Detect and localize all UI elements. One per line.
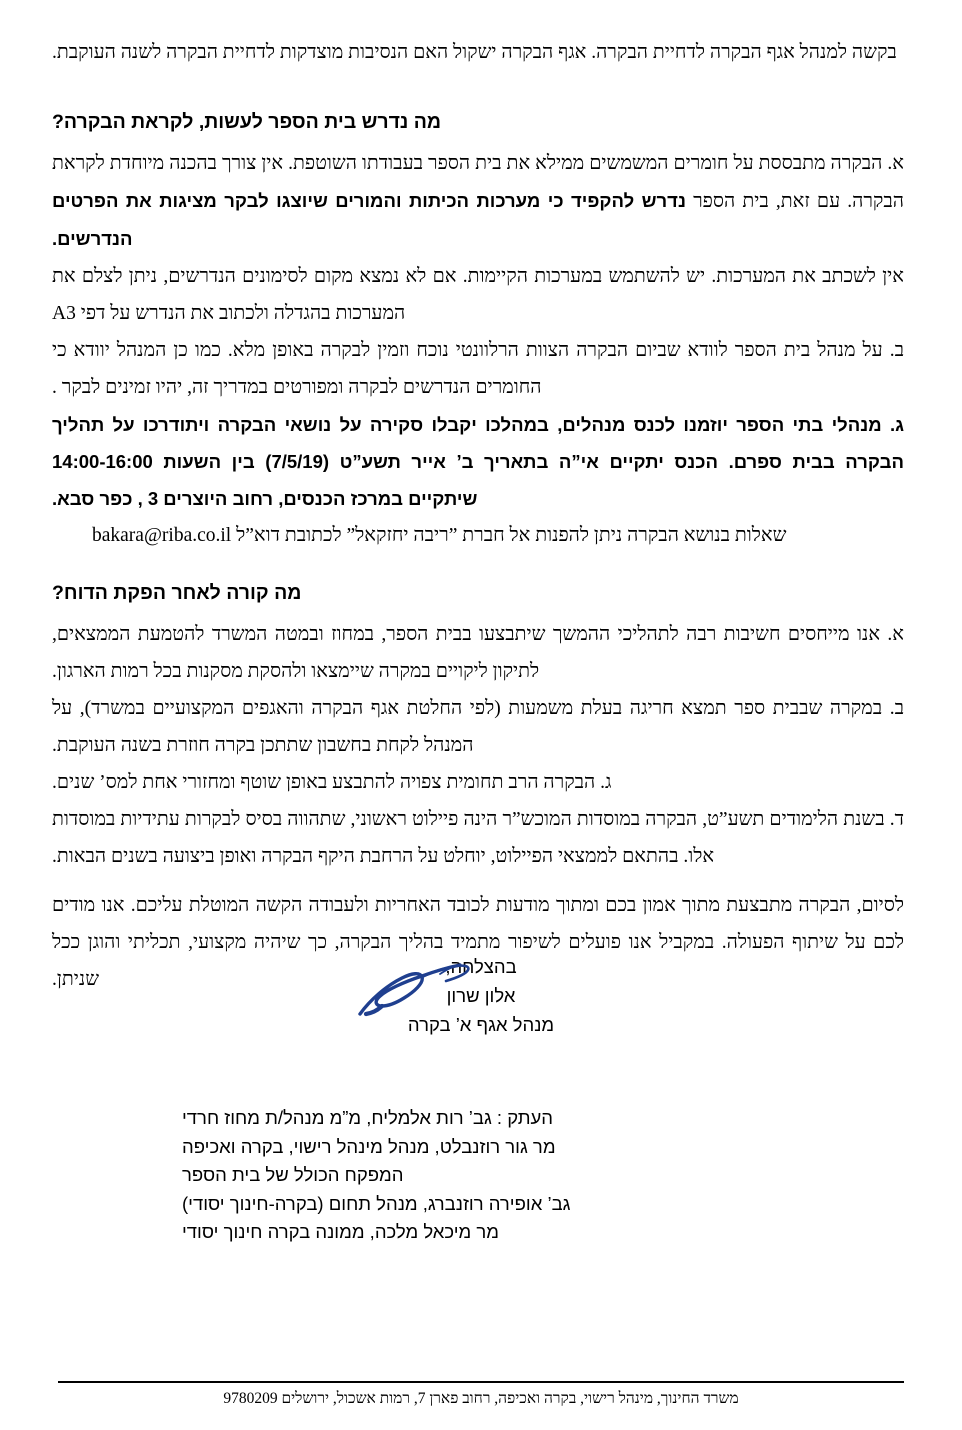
section-2-item-a: א. אנו מייחסים חשיבות רבה לתהליכי ההמשך שיתבצעו בבית הספר, במחוז ובמטה המשרד להטמעת הממצאים, לתיקון ליקויים במקרה שיימצאו ולהסקת מסקנות בכל רמות הארגון. (52, 624, 904, 682)
footer-divider (58, 1381, 904, 1383)
section-1-item-b: ב. על מנהל בית הספר לוודא שביום הבקרה הצוות הרלוונטי נוכח וזמין לבקרה באופן מלא. כמו כן המנהל יוודא כי החומרים הנדרשים לבקרה ומפורטים במדריך זה, יהיו זמינים לבקר . (52, 340, 904, 398)
signature-title: מנהל אגף א’ בקרה (407, 1014, 555, 1035)
page-footer (58, 1381, 904, 1408)
section-1-item-c: ג. מנהלי בתי הספר יוזמנו לכנס מנהלים, במהלכו יקבלו סקירה על נושאי הבקרה ויתודרכו על תהליך הבקרה בבית ספרם. הכנס יתקיים אי”ה בתאריך ב’ אייר תשע”ט (7/5/19) בין השעות 14:00-16:00 שיתקיים במרכז הכנסים, רחוב היוצרים 3 , כפר סבא. (52, 414, 904, 509)
signature-inner (408, 952, 554, 1039)
cc-recipient-4: גב’ אופירה רוזנברג, מנהל תחום (בקרה-חינוך יסודי) (182, 1192, 571, 1214)
signature-greeting: בהצלחה, (445, 956, 517, 977)
item-a-bold-text: נדרש להקפיד כי מערכות הכיתות והמורים שיוצגו לבקר מציגות את הפרטים הנדרשים. (52, 190, 686, 249)
cc-list (0, 1104, 962, 1247)
section-2-item-d: ד. בשנת הלימודים תשע”ט, הבקרה במוסדות המוכש”ר הינה פיילוט ראשוני, שתהווה בסיס לבקרות עתידיות במוסדות אלו. בהתאם לממצאי הפיילוט, יוחלט על הרחבת היקף הבקרה ואופן ביצועה בשנים הבאות. (52, 809, 904, 867)
item-a-plain-text: א. הבקרה מתבססת על חומרים המשמשים ממילא את בית הספר בעבודתו השוטפת. אין צורך בהכנה מיוחדת לקראת הבקרה. עם זאת, בית הספר (52, 153, 904, 212)
footer-address: משרד החינוך, מינהל רישוי, בקרה ואכיפה, רחוב פארן 7, רמות אשכול, ירושלים 9780209 (223, 1390, 739, 1407)
spacer-2 (52, 875, 904, 887)
closing-paragraph: לסיום, הבקרה מתבצעת מתוך אמון בכם ומתוך מודעות לכובד האחריות ולעבודה הקשה המוטלת עליכם. אנו מודים לכם על שיתוף הפעולה. במקביל אנו פועלים לשיפור מתמיד בהליך הבקרה, כך שיהיה מקצועי, תכליתי והוגן ככל שניתן. (52, 895, 904, 990)
spacer (52, 71, 904, 83)
section-2-item-b: ב. במקרה שבבית ספר תמצא חריגה בעלת משמעות (לפי החלטת אגף הבקרה והאגפים המקצועיים במשרד), על המנהל לקחת בחשבון שתתכן בקרה חוזרת בשנה העוקבת. (52, 698, 904, 756)
contact-email-link[interactable]: bakara@riba.co.il (92, 525, 232, 546)
cc-recipient-1: העתק : גב’ רות אלמליח, מ”מ מנהל/ת מחוז חרדי (182, 1107, 554, 1128)
intro-paragraph: בקשה למנהל אגף הבקרה לדחיית הבקרה. אגף הבקרה ישקול האם הנסיבות מוצדקות לדחיית הבקרה לשנה העוקבת. (52, 42, 897, 63)
section-2-item-c: ג. הבקרה הרב תחומית צפויה להתבצע באופן שוטף ומחזורי אחת למס’ שנים. (52, 772, 612, 793)
cc-recipient-3: המפקח הכולל של בית הספר (182, 1164, 404, 1186)
cc-recipient-2: מר גור רוזנבלט, מנהל מינהל רישוי, בקרה ואכיפה (182, 1135, 556, 1157)
signature-block (0, 952, 962, 1039)
contact-label: שאלות בנושא הבקרה ניתן להפנות אל חברת ”ריבה יחזקאל” לכתובת דוא”ל (236, 525, 787, 546)
signature-name: אלון שרון (446, 985, 516, 1006)
section-heading-after-report: מה קורה לאחר הפקת הדוח? (52, 582, 302, 604)
section-1-item-a-continued: אין לשכתב את המערכות. יש להשתמש במערכות הקיימות. אם לא נמצא מקום לסימונים הנדרשים, ניתן לצלם את המערכות בהגדלה ולכתוב את הנדרש על דפי A3 (52, 266, 904, 324)
cc-recipient-5: מר מיכאל מלכה, ממונה בקרה חינוך יסודי (182, 1221, 499, 1243)
section-1-item-a (52, 145, 904, 258)
contact-line (52, 517, 904, 554)
section-heading-preparation: מה נדרש בית הספר לעשות, לקראת הבקרה? (52, 111, 442, 133)
